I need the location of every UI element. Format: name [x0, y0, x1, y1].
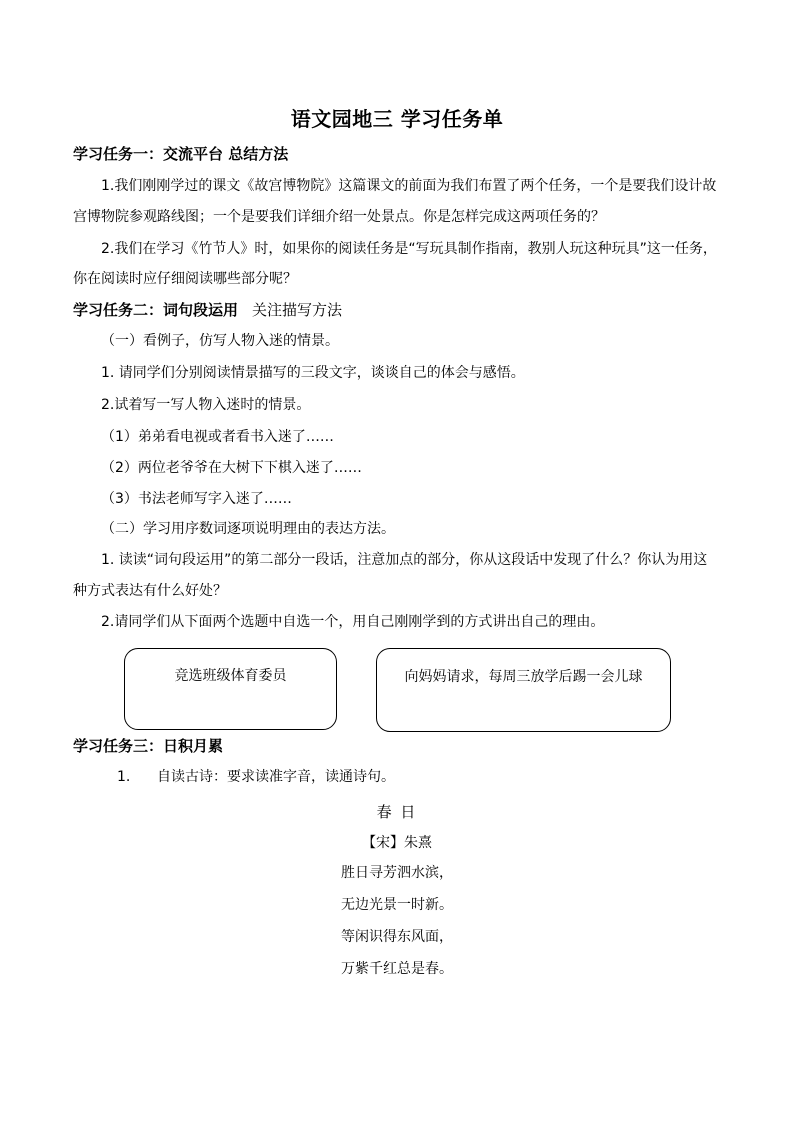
task2-option3: （3）书法老师写字入迷了……: [101, 491, 292, 507]
task2-item3-line1: 1. 读读“词句段运用”的第二部分一段话，注意加点的部分，你从这段话中发现了什么？你认为用这: [101, 552, 708, 568]
task1-q1-line1: 1.我们刚刚学过的课文《故宫博物院》这篇课文的前面为我们布置了两个任务，一个是要我们设计故: [101, 178, 717, 194]
poem-line: 等闲识得东风面，: [341, 929, 453, 945]
task2-option2: （2）两位老爷爷在大树下下棋入迷了……: [101, 460, 362, 476]
poem-line: 万紫千红总是春。: [341, 961, 453, 977]
topic-box-football-request-label: 向妈妈请求，每周三放学后踢一会儿球: [404, 669, 643, 685]
task2-section1: （一）看例子，仿写人物入迷的情景。: [101, 333, 339, 349]
task2-item2: 2.试着写一写人物入迷时的情景。: [101, 397, 311, 413]
poem-line: 无边光景一时新。: [341, 897, 453, 913]
task2-heading-main: 学习任务二：词句段运用: [73, 301, 239, 319]
page-title: 语文园地三 学习任务单: [290, 107, 504, 131]
task2-option1: （1）弟弟看电视或者看书入迷了……: [101, 429, 334, 445]
poem-line: 胜日寻芳泗水滨，: [341, 865, 453, 881]
task2-section2: （二）学习用序数词逐项说明理由的表达方法。: [101, 521, 395, 537]
topic-box-sports-monitor-label: 竞选班级体育委员: [174, 668, 287, 684]
task1-heading: 学习任务一：交流平台 总结方法: [73, 145, 289, 163]
task2-heading-sub: 关注描写方法: [252, 301, 343, 319]
task2-item4: 2.请同学们从下面两个选题中自选一个，用自己刚刚学到的方式讲出自己的理由。: [101, 614, 605, 630]
task3-item-number: 1.: [117, 769, 131, 785]
task1-q1-line2: 宫博物院参观路线图；一个是要我们详细介绍一处景点。你是怎样完成这两项任务的？: [73, 209, 605, 225]
task1-q2-line2: 你在阅读时应仔细阅读哪些部分呢？: [73, 271, 297, 287]
poem-title: 春 日: [376, 803, 418, 821]
poem-author: 【宋】朱熹: [362, 835, 432, 851]
task2-item3-line2: 种方式表达有什么好处？: [73, 583, 227, 599]
topic-box-sports-monitor: [124, 648, 337, 730]
task1-q2-line1: 2.我们在学习《竹节人》时，如果你的阅读任务是“写玩具制作指南，教别人玩这种玩具”这一任务，: [101, 241, 717, 257]
task2-heading: [73, 301, 342, 319]
task3-instruction: 自读古诗：要求读准字音，读通诗句。: [157, 769, 395, 785]
task3-heading: 学习任务三：日积月累: [73, 737, 224, 755]
topic-box-football-request: [376, 648, 671, 732]
task2-item1: 1. 请同学们分别阅读情景描写的三段文字，谈谈自己的体会与感悟。: [101, 365, 525, 381]
